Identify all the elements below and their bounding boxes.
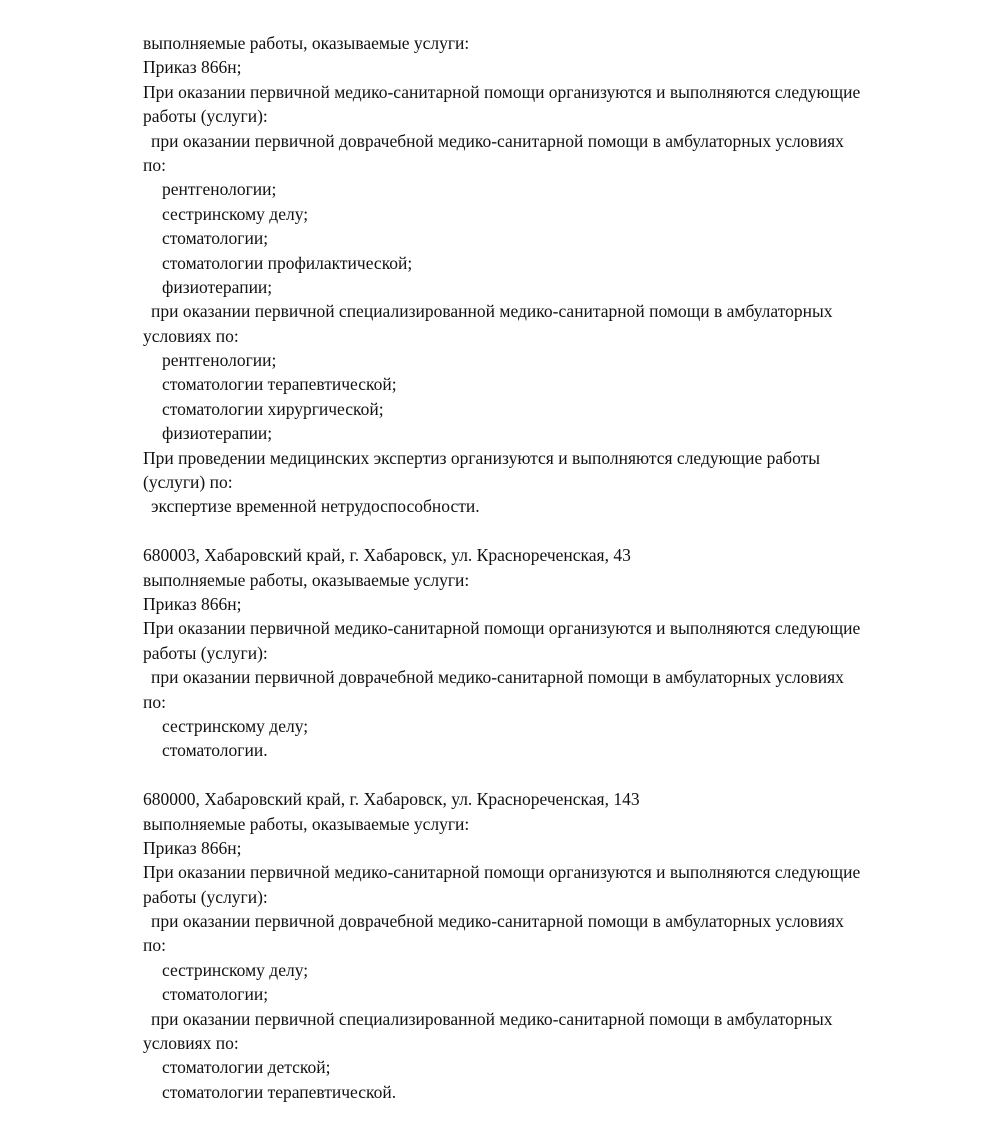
text-line: стоматологии;: [162, 228, 269, 249]
text-line: по:: [143, 935, 166, 956]
text-line: рентгенологии;: [162, 350, 277, 371]
text-line: стоматологии хирургической;: [162, 398, 384, 419]
text-line: условиях по:: [143, 325, 239, 346]
document-page: [143, 31, 983, 1104]
text-line: при оказании первичной доврачебной медико-санитарной помощи в амбулаторных условиях: [151, 130, 844, 151]
text-line: стоматологии терапевтической;: [162, 374, 397, 395]
text-line: выполняемые работы, оказываемые услуги:: [143, 813, 470, 834]
text-line: При оказании первичной медико-санитарной помощи организуются и выполняются следующие: [143, 862, 861, 883]
text-line: физиотерапии;: [162, 423, 273, 444]
text-line: При проведении медицинских экспертиз организуются и выполняются следующие работы: [143, 447, 821, 468]
text-line: Приказ 866н;: [143, 593, 242, 614]
text-line: при оказании первичной доврачебной медико-санитарной помощи в амбулаторных условиях: [151, 911, 844, 932]
text-line: сестринскому делу;: [162, 959, 309, 980]
text-line: работы (услуги):: [143, 886, 268, 907]
text-line: 680003, Хабаровский край, г. Хабаровск, ул. Краснореченская, 43: [143, 545, 631, 566]
text-line: сестринскому делу;: [162, 203, 309, 224]
text-line: Приказ 866н;: [143, 57, 242, 78]
text-line: при оказании первичной специализированной медико-санитарной помощи в амбулаторных: [151, 1008, 833, 1029]
text-line: При оказании первичной медико-санитарной помощи организуются и выполняются следующие: [143, 81, 861, 102]
text-line: При оказании первичной медико-санитарной помощи организуются и выполняются следующие: [143, 618, 861, 639]
text-line: стоматологии детской;: [162, 1057, 331, 1078]
text-line: при оказании первичной специализированной медико-санитарной помощи в амбулаторных: [151, 301, 833, 322]
text-line: работы (услуги):: [143, 106, 268, 127]
text-line: работы (услуги):: [143, 642, 268, 663]
text-line: по:: [143, 691, 166, 712]
text-line: сестринскому делу;: [162, 715, 309, 736]
text-line: условиях по:: [143, 1033, 239, 1054]
text-line: 680000, Хабаровский край, г. Хабаровск, ул. Краснореченская, 143: [143, 789, 640, 810]
text-line: стоматологии;: [162, 984, 269, 1005]
text-line: стоматологии терапевтической.: [162, 1081, 397, 1102]
text-line: при оказании первичной доврачебной медико-санитарной помощи в амбулаторных условиях: [151, 667, 844, 688]
blank-line: [143, 519, 983, 543]
text-line: экспертизе временной нетрудоспособности.: [151, 496, 480, 517]
text-line: Приказ 866н;: [143, 837, 242, 858]
text-line: выполняемые работы, оказываемые услуги:: [143, 33, 470, 53]
text-line: стоматологии профилактической;: [162, 252, 413, 273]
text-line: стоматологии.: [162, 740, 268, 761]
text-line: физиотерапии;: [162, 276, 273, 297]
text-line: (услуги) по:: [143, 472, 233, 493]
text-line: по:: [143, 154, 166, 175]
text-line: рентгенологии;: [162, 179, 277, 200]
text-line: выполняемые работы, оказываемые услуги:: [143, 569, 470, 590]
blank-line: [143, 763, 983, 787]
